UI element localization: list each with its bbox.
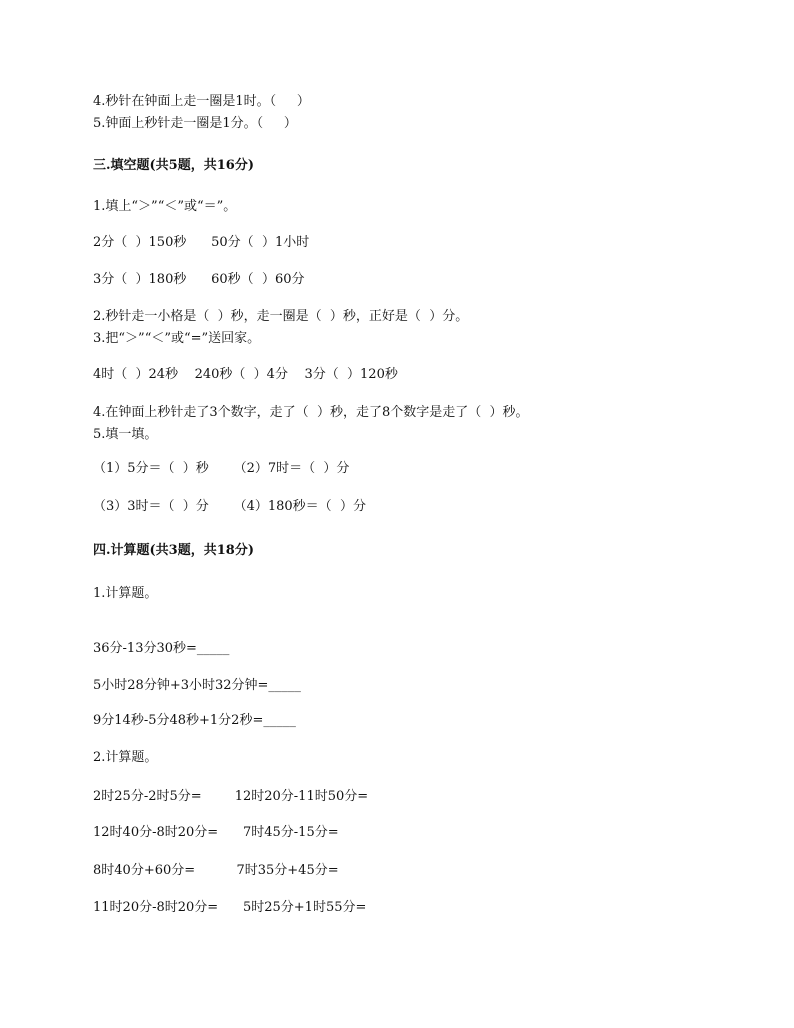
line-fill-1a: 2分（ ）150秒 50分（ ）1小时 bbox=[93, 235, 310, 250]
line-fill-4: 4.在钟面上秒针走了3个数字，走了（ ）秒，走了8个数字是走了（ ）秒。 bbox=[93, 405, 529, 420]
line-fill-2: 2.秒针走一小格是（ ）秒，走一圈是（ ）秒，正好是（ ）分。 bbox=[93, 309, 469, 324]
section-title-calc: 四.计算题(共3题，共18分) bbox=[93, 543, 254, 558]
line-calc-2a: 2时25分-2时5分= 12时20分-11时50分= bbox=[93, 789, 369, 804]
line-calc-2b: 12时40分-8时20分= 7时45分-15分= bbox=[93, 825, 339, 840]
line-fill-1: 1.填上“＞”“＜”或“＝”。 bbox=[93, 199, 237, 214]
line-calc-1: 1.计算题。 bbox=[93, 586, 158, 601]
line-judge-5: 5.钟面上秒针走一圈是1分。（ ） bbox=[93, 116, 297, 131]
line-calc-1c: 9分14秒-5分48秒+1分2秒=_____ bbox=[93, 713, 296, 728]
line-calc-2d: 11时20分-8时20分= 5时25分+1时55分= bbox=[93, 900, 367, 915]
line-calc-2: 2.计算题。 bbox=[93, 750, 158, 765]
line-fill-5: 5.填一填。 bbox=[93, 427, 158, 442]
line-fill-5a: （1）5分＝（ ）秒 （2）7时＝（ ）分 bbox=[93, 461, 350, 476]
line-fill-3: 3.把“＞”“＜”或“=”送回家。 bbox=[93, 331, 261, 346]
line-fill-3a: 4时（ ）24秒 240秒（ ）4分 3分（ ）120秒 bbox=[93, 367, 398, 382]
line-calc-2c: 8时40分+60分= 7时35分+45分= bbox=[93, 863, 339, 878]
line-fill-5b: （3）3时＝（ ）分 （4）180秒＝（ ）分 bbox=[93, 499, 366, 514]
line-judge-4: 4.秒针在钟面上走一圈是1时。（ ） bbox=[93, 94, 310, 109]
line-fill-1b: 3分（ ）180秒 60秒（ ）60分 bbox=[93, 272, 305, 287]
line-calc-1b: 5小时28分钟+3小时32分钟=_____ bbox=[93, 678, 301, 693]
section-title-fill: 三.填空题(共5题，共16分) bbox=[93, 158, 254, 173]
line-calc-1a: 36分-13分30秒=_____ bbox=[93, 641, 230, 656]
